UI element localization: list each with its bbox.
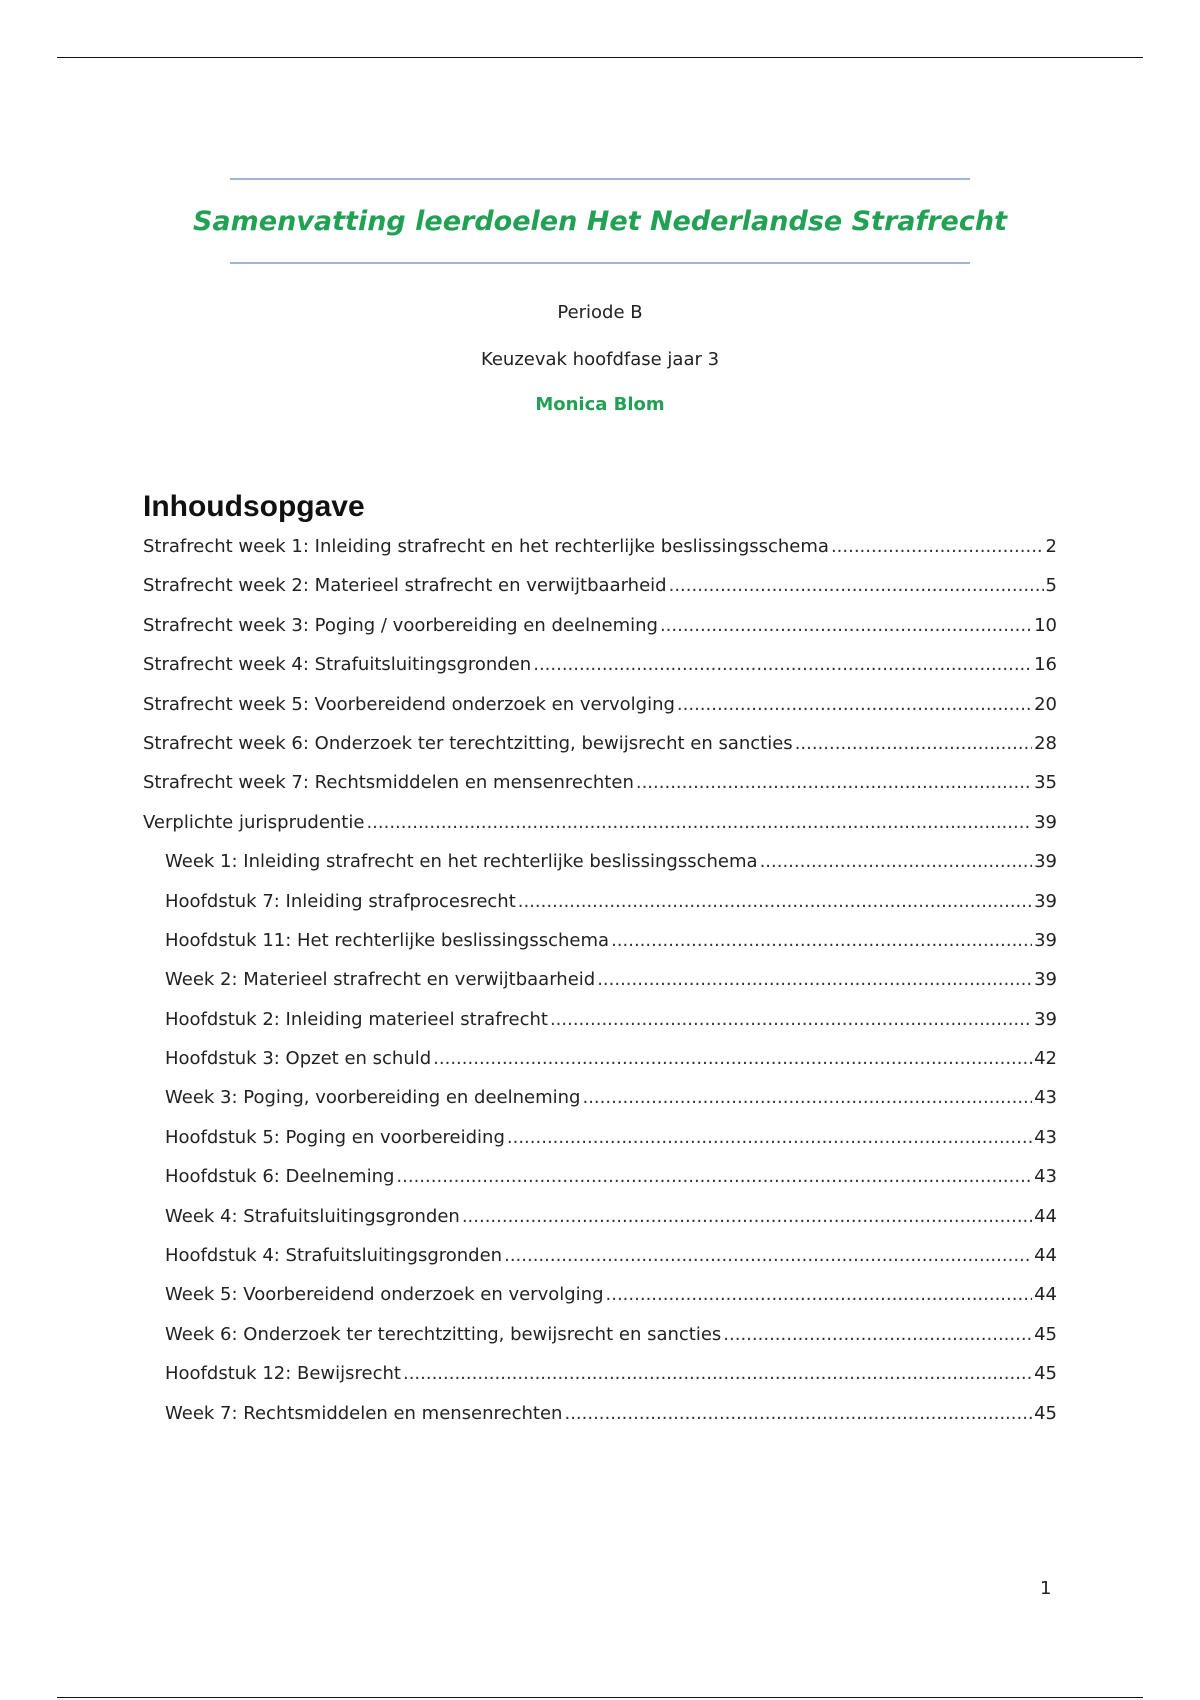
toc-leader-dots — [660, 615, 1032, 636]
toc-leader-dots — [366, 812, 1032, 833]
toc-entry-text: Week 5: Voorbereidend onderzoek en vervolging — [165, 1284, 604, 1306]
toc-entry-page: 39 — [1034, 811, 1057, 833]
toc-entry-page: 42 — [1034, 1048, 1057, 1070]
toc-entry-page: 39 — [1034, 851, 1057, 873]
toc-leader-dots — [831, 536, 1044, 557]
toc-entry-text: Strafrecht week 2: Materieel strafrecht en verwijtbaarheid — [143, 575, 667, 597]
toc-entry-page: 43 — [1034, 1087, 1057, 1109]
toc-entry-page: 39 — [1034, 1008, 1057, 1030]
toc-entry-text: Verplichte jurisprudentie — [143, 811, 365, 833]
toc-leader-dots — [462, 1206, 1032, 1227]
toc-entry[interactable] — [143, 1206, 1057, 1245]
course-label: Keuzevak hoofdfase jaar 3 — [480, 349, 720, 370]
toc-entry-page: 5 — [1045, 575, 1057, 597]
toc-leader-dots — [507, 1127, 1032, 1148]
toc-entry[interactable] — [143, 733, 1057, 772]
toc-leader-dots — [669, 575, 1044, 596]
periode-label: Periode B — [557, 302, 643, 323]
toc-entry-text: Week 6: Onderzoek ter terechtzitting, bewijsrecht en sancties — [165, 1323, 722, 1345]
toc-leader-dots — [677, 694, 1032, 715]
toc-entry-page: 45 — [1034, 1323, 1057, 1345]
toc-leader-dots — [564, 1403, 1032, 1424]
toc-entry[interactable] — [143, 1127, 1057, 1166]
toc-leader-dots — [611, 930, 1032, 951]
toc-entry[interactable] — [143, 891, 1057, 930]
toc-leader-dots — [723, 1324, 1032, 1345]
toc-entry[interactable] — [143, 969, 1057, 1008]
toc-entry-text: Strafrecht week 6: Onderzoek ter terechtzitting, bewijsrecht en sancties — [143, 732, 793, 754]
toc-leader-dots — [396, 1166, 1032, 1187]
toc-entry[interactable] — [143, 615, 1057, 654]
toc-entry[interactable] — [143, 694, 1057, 733]
toc-entry-page: 39 — [1034, 890, 1057, 912]
toc-entry[interactable] — [143, 812, 1057, 851]
toc-entry[interactable] — [143, 930, 1057, 969]
toc-entry-page: 39 — [1034, 969, 1057, 991]
toc-heading: Inhoudsopgave — [143, 490, 365, 523]
toc-leader-dots — [636, 772, 1032, 793]
toc-leader-dots — [795, 733, 1032, 754]
toc-entry-page: 45 — [1034, 1402, 1057, 1424]
toc-entry[interactable] — [143, 1403, 1057, 1442]
top-rule — [57, 57, 1143, 58]
toc-entry-text: Week 2: Materieel strafrecht en verwijtbaarheid — [165, 969, 596, 991]
toc-entry-text: Hoofdstuk 4: Strafuitsluitingsgronden — [165, 1245, 503, 1267]
toc-entry-page: 39 — [1034, 929, 1057, 951]
toc-entry[interactable] — [143, 1009, 1057, 1048]
toc-entry-page: 44 — [1034, 1245, 1057, 1267]
toc-entry-page: 43 — [1034, 1126, 1057, 1148]
bottom-rule — [57, 1697, 1143, 1698]
document-title: Samenvatting leerdoelen Het Nederlandse Strafrecht — [192, 205, 1008, 237]
toc-leader-dots — [518, 891, 1032, 912]
toc-leader-dots — [597, 969, 1032, 990]
toc-entry[interactable] — [143, 1363, 1057, 1402]
toc-leader-dots — [760, 851, 1033, 872]
toc-entry-text: Hoofdstuk 3: Opzet en schuld — [165, 1048, 432, 1070]
toc-entry[interactable] — [143, 654, 1057, 693]
title-block — [192, 178, 1008, 264]
toc-entry-text: Hoofdstuk 6: Deelneming — [165, 1166, 395, 1188]
toc-entry[interactable] — [143, 1245, 1057, 1284]
toc-entry-text: Week 7: Rechtsmiddelen en mensenrechten — [165, 1402, 563, 1424]
toc-entry-text: Strafrecht week 5: Voorbereidend onderzoek en vervolging — [143, 693, 675, 715]
toc-entry-page: 44 — [1034, 1205, 1057, 1227]
toc-leader-dots — [550, 1009, 1032, 1030]
toc-entry-page: 43 — [1034, 1166, 1057, 1188]
page-number: 1 — [1040, 1578, 1052, 1599]
toc-entry-text: Hoofdstuk 7: Inleiding strafprocesrecht — [165, 890, 516, 912]
toc-entry-page: 44 — [1034, 1284, 1057, 1306]
toc-entry-text: Strafrecht week 3: Poging / voorbereiding en deelneming — [143, 614, 658, 636]
toc-entry-text: Week 3: Poging, voorbereiding en deelneming — [165, 1087, 581, 1109]
toc-entry[interactable] — [143, 851, 1057, 890]
table-of-contents — [143, 536, 1057, 1442]
toc-entry-text: Week 4: Strafuitsluitingsgronden — [165, 1205, 460, 1227]
toc-entry-text: Hoofdstuk 5: Poging en voorbereiding — [165, 1126, 505, 1148]
toc-entry[interactable] — [143, 1324, 1057, 1363]
toc-entry[interactable] — [143, 1087, 1057, 1126]
toc-leader-dots — [433, 1048, 1032, 1069]
toc-entry[interactable] — [143, 772, 1057, 811]
toc-entry-page: 20 — [1034, 693, 1057, 715]
toc-entry-page: 45 — [1034, 1363, 1057, 1385]
toc-leader-dots — [606, 1284, 1033, 1305]
toc-leader-dots — [504, 1245, 1032, 1266]
toc-entry-text: Week 1: Inleiding strafrecht en het rechterlijke beslissingsschema — [165, 851, 758, 873]
toc-entry[interactable] — [143, 536, 1057, 575]
toc-entry-page: 2 — [1045, 536, 1057, 557]
author-name: Monica Blom — [535, 394, 665, 415]
toc-entry-text: Hoofdstuk 12: Bewijsrecht — [165, 1363, 401, 1385]
toc-entry-page: 35 — [1034, 772, 1057, 794]
toc-entry[interactable] — [143, 575, 1057, 614]
toc-entry-text: Strafrecht week 4: Strafuitsluitingsgronden — [143, 654, 532, 676]
toc-entry-text: Strafrecht week 7: Rechtsmiddelen en mensenrechten — [143, 772, 634, 794]
toc-entry-text: Hoofdstuk 11: Het rechterlijke beslissingsschema — [165, 929, 610, 951]
toc-entry[interactable] — [143, 1166, 1057, 1205]
toc-leader-dots — [533, 654, 1032, 675]
toc-leader-dots — [582, 1087, 1032, 1108]
toc-leader-dots — [403, 1363, 1032, 1384]
toc-entry[interactable] — [143, 1284, 1057, 1323]
toc-entry-page: 10 — [1034, 614, 1057, 636]
toc-entry[interactable] — [143, 1048, 1057, 1087]
toc-entry-page: 28 — [1034, 732, 1057, 754]
toc-entry-text: Strafrecht week 1: Inleiding strafrecht en het rechterlijke beslissingsschema — [143, 536, 829, 557]
toc-entry-page: 16 — [1034, 654, 1057, 676]
toc-entry-text: Hoofdstuk 2: Inleiding materieel strafrecht — [165, 1008, 548, 1030]
